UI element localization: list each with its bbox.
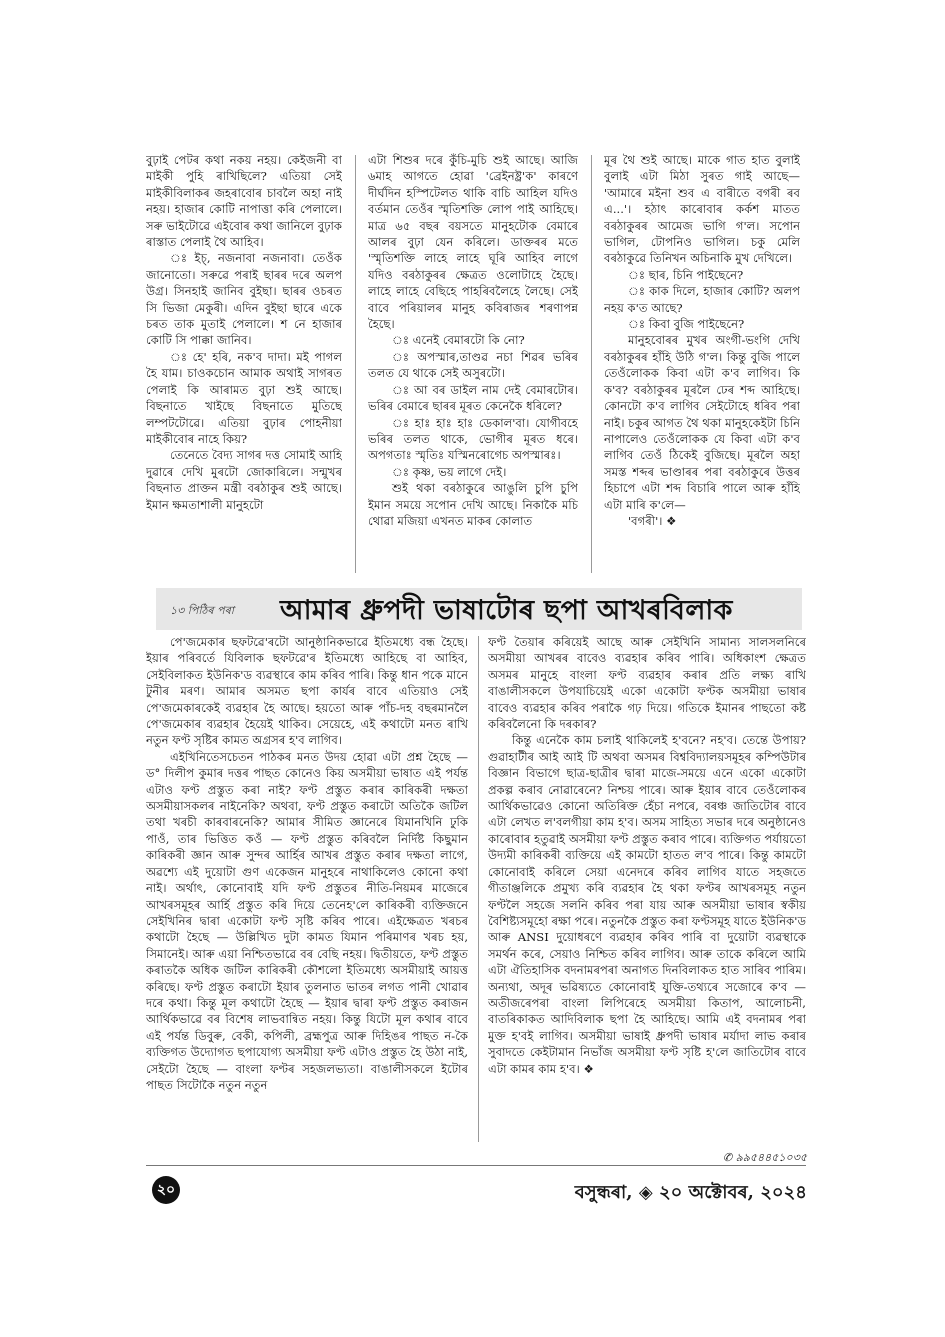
- magazine-name: বসুন্ধৰা,: [574, 1182, 633, 1203]
- paragraph: এটা শিশুৰ দৰে কুঁচি-মুচি শুই আছে। আজি ৬মাহ আগতে হোৱা 'ব্ৰেইনষ্ট্ৰ'ক' কাৰণে দীৰ্ঘদিন হস্পিটেলত থাকি বাচি আহিল যদিও বৰ্তমান তেওঁৰ স্মৃতিশক্তি লোপ পাই আহিছে। মাত্ৰ ৬৫ বছৰ বয়সতে মানুহটোক বেমাৰে আলৰ বুঢ়া যেন কৰিলে। ডাক্তৰৰ মতে 'স্মৃতিশক্তি লাহে লাহে ঘূৰি আহিব লাগে যদিও বৰঠাকুৰৰ ক্ষেত্ৰত ওলোটাহে হৈছে। লাহে লাহে বেছিহে পাহৰিবলৈহে লৈছে। সেই বাবে পৰিয়ালৰ মানুহ কবিৰাজৰ শৰণাপন্ন হৈছে।: [368, 153, 578, 332]
- paragraph: মূৰ থৈ শুই আছে। মাকে গাত হাত বুলাই বুলাই এটা মিঠা সুৰত গাই আছে— 'আমাৰে মইনা শুব এ বাৰীতে বগৰী ৰব এ...'। হঠাৎ কাৰোবাৰ কৰ্কশ মাতত বৰঠাকুৰৰ আমেজ ভাগি গ'ল। সপোন ভাগিল, টোপনিও ভাগিল। চকু মেলি বৰঠাকুৱে তিনিখন অচিনাকি মুখ দেখিলে।: [604, 153, 800, 266]
- paragraph: ঃ ইচ্, নজনাবা নজনাবা। তেওঁক জানোতো। সৰুৱে পৰাই ছাৰৰ দৰে অলপ উগ্ৰ। সিনহাই জানিব বুইছা। ছাৰৰ ওচৰত সি ভিজা মেকুৰী। এদিন বুইছা ছাৰে একে চৰত তাক মুতাই পেলালে। শ নে হাজাৰ কোটি সি পাক্কা জানিব।: [146, 251, 342, 348]
- paragraph: ঃ অপস্মাৰ,তাণ্ডৱ নচা শিৱৰ ভৰিৰ তলত যে থাকে সেই অসুৰটো।: [368, 349, 578, 381]
- page-number: ২০: [152, 1176, 180, 1204]
- continued-from-label: ১৩ পিঠিৰ পৰা: [170, 604, 234, 617]
- paragraph: বুঢ়াই পেটৰ কথা নকয় নহয়। কেইজনী বা মাইকী পুহি ৰাখিছিলে? এতিয়া সেই মাইকীবিলাকৰ জহৰাবোৰ চাবলৈ অহা নাই নহয়। হাজাৰ কোটি নাপাত্তা কৰি পেলালে। সৰু ভাইটোৱে এইবোৰ কথা জানিলে বুঢ়াক ৰাস্তাত পেলাই থৈ আহিব।: [146, 153, 342, 250]
- issue-date: ২০ অক্টোবৰ, ২০২৪: [658, 1182, 807, 1203]
- paragraph: ঃ ছাৰ, চিনি পাইছেনে?: [628, 267, 744, 282]
- paragraph: ফণ্ট তৈয়াৰ কৰিয়েই আছে আৰু সেইখিনি সামান্য সালসলনিৰে অসমীয়া আখৰৰ বাবেও ব্যৱহাৰ কৰিব পাৰি। অধিকাংশ ক্ষেত্ৰত অসমৰ মানুহে বাংলা ফণ্ট ব্যৱহাৰ কৰাৰ প্ৰতি লক্ষ্য ৰাখি বাঙালীসকলে উপযাচিয়েই একো একোটা ফণ্টক অসমীয়া ভাষাৰ বাবেও ব্যৱহাৰ কৰিব পৰাকৈ গঢ় দিয়ে। গতিকে ইমানৰ পাছতো কষ্ট কৰিবলৈনো কি দৰকাৰ?: [488, 635, 806, 732]
- paragraph: তেনেতে বৈদ্য সাগৰ দত্ত সোমাই আহি দুৱাৰে দেখি মুৰটো জোকাৰিলে। সন্মুখৰ বিছনাত প্ৰাক্তন মন্ত্ৰী বৰঠাকুৰ শুই আছে। ইমান ক্ষমতাশালী মানুহটো: [146, 448, 342, 512]
- paragraph: ঃ কিবা বুজি পাইছেনে?: [628, 317, 745, 332]
- author-phone: ✆ ৯৯৫৪৪৫১০৩৫: [722, 1151, 807, 1164]
- story-column-1: [146, 152, 342, 577]
- story-column-2: [368, 152, 578, 577]
- paragraph: ঃ এনেই বেমাৰটো কি নো?: [392, 333, 525, 348]
- column-divider: [478, 636, 479, 1142]
- paragraph: মানুহবোৰৰ মুখৰ অংগী-ভংগি দেখি বৰঠাকুৰৰ হাঁহি উঠি গ'ল। কিন্তু বুজি পালে তেওঁলোকক কিবা এটা ক'ব লাগিব। কি ক'ব? বৰঠাকুৰৰ মূৰলৈ ঢেৰ শব্দ আহিছে। কোনটো ক'ব লাগিব সেইটোহে ধৰিব পৰা নাই। চকুৰ আগত থৈ থকা মানুহকেইটা চিনি নাপালেও তেওঁলোকক যে কিবা এটা ক'ব লাগিব তেওঁ ঠিকেই বুজিছে। মূৰলৈ অহা সমস্ত শব্দৰ ভাণ্ডাৰৰ পৰা বৰঠাকুৰে উত্তৰ হিচাপে এটা শব্দ বিচাৰি পালে আৰু হাঁহি এটা মাৰি ক'লে—: [604, 333, 800, 512]
- paragraph: কিন্তু এনেকৈ কাম চলাই থাকিলেই হ'বনে? নহ'ব। তেন্তে উপায়? গুৱাহাটীৰ আই আই টি অথবা অসমৰ বিশ্ববিদ্যালয়সমূহৰ কম্পিউটাৰ বিজ্ঞান বিভাগে ছাত্ৰ-ছাত্ৰীৰ দ্বাৰা মাজে-সময়ে এনে একো একোটা প্ৰকল্প কৰাব নোৱাৰেনে? নিশ্চয় পাৰে। আৰু ইয়াৰ বাবে তেওঁলোকৰ আৰ্থিকভাৱেও কোনো অতিৰিক্ত হেঁচা নপৰে, বৰঞ্চ জাতিটোৰ বাবে এটা লেখত ল'বলগীয়া কাম হ'ব। অসম সাহিত্য সভাৰ দৰে অনুষ্ঠানেও কাৰোবাৰ হতুৱাই অসমীয়া ফণ্ট প্ৰস্তুত কৰাব পাৰে। ব্যক্তিগত পৰ্যায়তো উদ্যমী কাৰিকৰী ব্যক্তিয়ে এই কামটো হাতত ল'ব পাৰে। কিন্তু কামটো কোনোবাই কৰিলে সেয়া এনেদৰে কৰিব লাগিব যাতে সহজতে গীতাঞ্জলিকে প্ৰমুখ্য কৰি ব্যৱহাৰ হৈ থকা ফণ্টৰ আখৰসমূহ নতুন ফণ্টলৈ সহজে সলনি কৰিব পৰা যায় আৰু অসমীয়া ভাষাৰ স্বকীয় বৈশিষ্ট্যসমূহো ৰক্ষা পৰে। নতুনকৈ প্ৰস্তুত কৰা ফণ্টসমূহ যাতে ইউনিক'ড আৰু ANSI দুয়োধৰণে ব্যৱহাৰ কৰিব পাৰি বা দুয়োটা ব্যৱস্থাকে সমৰ্থন কৰে, সেয়াও নিশ্চিত কৰিব লাগিব। আৰু তাকে কৰিলে আমি এটা ঐতিহাসিক বদনামৰপৰা অনাগত দিনবিলাকত হাত সাৰিব পাৰিম। অন্যথা, অদূৰ ভৱিষ্যতে কোনোবাই যুক্তি-তথ্যৰে সজোৰে ক'ব — অতীজৰেপৰা বাংলা লিপিৰেহে অসমীয়া কিতাপ, আলোচনী, বাতৰিকাকত আদিবিলাক ছপা হৈ আহিছে। আমি এই বদনামৰ পৰা মুক্ত হ'বই লাগিব। অসমীয়া ভাষাই ধ্ৰুপদী ভাষাৰ মৰ্যাদা লাভ কৰাৰ সুবাদতে কেইটামান নিভাঁজ অসমীয়া ফণ্ট সৃষ্টি হ'লে জাতিটোৰ বাবে এটা কামৰ কাম হ'ব। ❖: [488, 733, 806, 1076]
- paragraph: পে'জমেকাৰ ছফটৱে'ৰটো আনুষ্ঠানিকভাৱে ইতিমধ্যে বন্ধ হৈছে। ইয়াৰ পৰিবৰ্তে যিবিলাক ছফটৱে'ৰ ইতিমধ্যে আহিছে বা আহিব, সেইবিলাকত ইউনিক'ড ব্যৱস্থাৰে কাম কৰিব পাৰি। কিন্তু ধান পকে মানে টুনীৰ মৰণ। আমাৰ অসমত ছপা কাৰ্যৰ বাবে এতিয়াও সেই পে'জমেকাৰকেই ব্যৱহাৰ হৈ আছে। হয়তো আৰু পাঁচ-দহ বছৰমানলৈ পে'জমেকাৰ ব্যৱহাৰ হৈয়েই থাকিব। সেয়েহে, এই কথাটো মনত ৰাখি নতুন ফণ্ট সৃষ্টিৰ কামত অগ্ৰসৰ হ'ব লাগিব।: [146, 635, 468, 748]
- article-banner: [156, 588, 802, 630]
- article-column-1: [146, 634, 468, 1144]
- article-title: আমাৰ ধ্ৰুপদী ভাষাটোৰ ছপা আখৰবিলাক: [280, 595, 733, 626]
- article-column-2: [488, 634, 806, 1144]
- paragraph: ঃ কাক দিলে, হাজাৰ কোটি? অলপ নহয় ক'ত আছে?: [604, 284, 800, 315]
- paragraph: ঃ হে' হৰি, নক'ব দাদা। মই পাগল হৈ যাম। চাওকচোন আমাক অথাই সাগৰত পেলাই কি আৰামত বুঢ়া শুই আছে। বিছনাতে খাইছে বিছনাতে মুতিছে লম্পটটোৱে। এতিয়া বুঢ়াৰ পোহনীয়া মাইকীবোৰ নাহে কিয়?: [146, 349, 342, 446]
- logo-icon: ◈: [638, 1182, 653, 1203]
- paragraph: ঃ আ বৰ ডাইল নাম দেই বেমাৰটোৰ। ভৰিৰ বেমাৰে ছাৰৰ মূৰত কেনেকৈ ধৰিলে?: [368, 382, 578, 414]
- story-ending: 'বগৰী'। ❖: [628, 513, 677, 528]
- footer-divider: [146, 1165, 806, 1166]
- paragraph: ঃ হাঃ হাঃ হাঃ ডেকাল'বা। যোগীবহে ভৰিৰ তলত থাকে, ভোগীৰ মূৰত ধৰে। অপগতাঃ স্মৃতিঃ যস্মিনৰোগেচ অপস্মাৰঃ।: [368, 415, 578, 463]
- story-column-3: [604, 152, 800, 577]
- paragraph: ঃ কৃষ্ণ, ভয় লাগে দেই।: [392, 464, 507, 479]
- publication-footer: [575, 1178, 807, 1209]
- column-divider: [355, 155, 356, 573]
- column-divider: [591, 155, 592, 573]
- paragraph: এইখিনিতেসচেতন পাঠকৰ মনত উদয় হোৱা এটা প্ৰশ্ন হৈছে — ড° দিলীপ কুমাৰ দত্তৰ পাছত কোনেও কিয় অসমীয়া ভাষাত এই পৰ্যন্ত এটাও ফণ্ট প্ৰস্তুত কৰা নাই? ফণ্ট প্ৰস্তুত কৰাৰ কাৰিকৰী দক্ষতা অসমীয়াসকলৰ নাইনেকি? অথবা, ফণ্ট প্ৰস্তুত কৰাটো অতিকৈ জটিল তথা খৰচী কাৰবাৰনেকি? আমাৰ সীমিত জ্ঞানেৰে যিমানখিনি ঢুকি পাওঁ, তাৰ ভিত্তিত কওঁ — ফণ্ট প্ৰস্তুত কৰিবলৈ নিৰ্দিষ্ট কিছুমান কাৰিকৰী জ্ঞান আৰু সুন্দৰ আৰ্হিৰ আখৰ প্ৰস্তুত কৰাৰ দক্ষতা লাগে, অৱশ্যে এই দুয়োটা গুণ একেজন মানুহৰে নাথাকিলেও কোনো কথা নাই। অৰ্থাৎ, কোনোবাই যদি ফণ্ট প্ৰস্তুতৰ নীতি-নিয়মৰ মাজেৰে আখৰসমূহৰ আৰ্হি প্ৰস্তুত কৰি দিয়ে তেনেহ'লে কাৰিকৰী ব্যক্তিজনে সেইখিনিৰ দ্বাৰা একোটা ফণ্ট সৃষ্টি কৰিব পাৰে। এইক্ষেত্ৰত খৰচৰ কথাটো হৈছে — উল্লিখিত দুটা কামত যিমান পৰিমাণৰ খৰচ হয়, সিমানেই। আৰু এয়া নিশ্চিতভাৱে বৰ বেছি নহয়। দ্বিতীয়তে, ফণ্ট প্ৰস্তুত কৰাতকৈ অধিক জটিল কাৰিকৰী কৌশলো ইতিমধ্যে অসমীয়াই আয়ত্ত কৰিছে। ফণ্ট প্ৰস্তুত কৰাটো ইয়াৰ তুলনাত ভাতৰ লগত পানী খোৱাৰ দৰে কথা। কিন্তু মূল কথাটো হৈছে — ইয়াৰ দ্বাৰা ফণ্ট প্ৰস্তুত কৰাজন আৰ্থিকভাৱে বৰ বিশেষ লাভবান্বিত নহয়। কিন্তু যিটো মূল কথাৰ বাবে এই পৰ্যন্ত ডিবুৰু, বেকী, কপিলী, ব্ৰহ্মপুত্ৰ আৰু দিহিঙৰ পাছত ন-কৈ ব্যক্তিগত উদ্যোগত ছপাযোগ্য অসমীয়া ফণ্ট এটাও প্ৰস্তুত হৈ উঠা নাই, সেইটো হৈছে — বাংলা ফণ্টৰ সহজলভ্যতা। বাঙালীসকলে ইটোৰ পাছত সিটোকৈ নতুন নতুন: [146, 749, 468, 1092]
- paragraph: শুই থকা বৰঠাকুৰে আঙুলি চুপি চুপি ইমান সময়ে সপোন দেখি আছে। নিকাকৈ মচি থোৱা মজিয়া এখনত মাকৰ কোলাত: [368, 481, 578, 528]
